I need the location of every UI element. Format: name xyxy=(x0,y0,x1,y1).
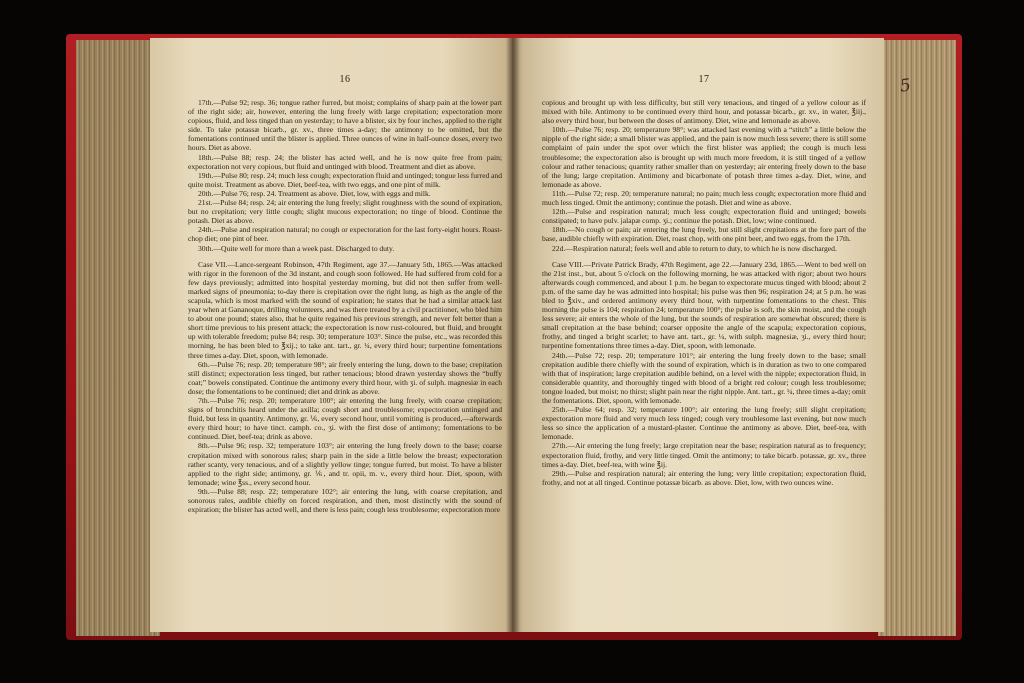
paragraph: 30th.—Quite well for more than a week past. Discharged to duty. xyxy=(198,243,395,253)
page-number: 17 xyxy=(698,74,710,85)
right-page-edges xyxy=(878,40,956,636)
paragraph: 17th.—Pulse 92; resp. 36; tongue rather furred, but moist; complains of sharp pain at the lower part of the right side; air, however, entering the lung freely with large crepitation; expectoration more copious, fluid, and less tinged than on yesterday; to have a blister, six by four inches, applied to the right side. To take potassæ bicarb., gr. xv., three times a-day; the antimony to be omitted, but the fomentations continued until the blister is applied. Three ounces of wine in half-ounce doses, every two hours. Diet as above. xyxy=(188,98,502,153)
paragraph: 21st.—Pulse 84; resp. 24; air entering the lung freely; slight roughness with the sound of expiration, but no crepitation; very little cough; slight mucous expectoration; no tinge of blood. Continue the potash. Diet as above. xyxy=(188,198,502,226)
paragraph: 27th.—Air entering the lung freely; large crepitation near the base; respiration natural as to frequency; expectoration fluid, frothy, and very little tinged. Omit the antimony; to take bicarb. potassæ, gr. xv., three times a-day. Diet, beef-tea, with wine ℥ij. xyxy=(542,441,866,469)
paragraph: 10th.—Pulse 76; resp. 20; temperature 98°; was attacked last evening with a “stitch” a little below the nipple of the right side; a small blister was applied, and the pain is now much less severe; there is still some complaint of pain under the spot over which the first blister was applied; the cough is much less troublesome; the expectoration also is brought up with much more freedom, it is still tinged of a yellow colour and rather tenacious; quantity rather smaller than on yesterday; air entering freely down to the base of the lung; large crepitation. Antimony and bicarbonate of potash three times a-day. Diet, wine, and lemonade as above. xyxy=(542,125,866,189)
paragraph: 29th.—Pulse and respiration natural; air entering the lung; very little crepitation; expectoration fluid, frothy, and not at all tinged. Continue potassæ bicarb. as above. Diet, low, with two ounces wine. xyxy=(542,468,866,487)
left-page-edges xyxy=(76,40,160,636)
paragraph: 24th.—Pulse and respiration natural; no cough or expectoration for the last forty-eight hours. Roast-chop diet; one pint of beer. xyxy=(188,225,502,244)
paragraph: 18th.—No cough or pain; air entering the lung freely, but still slight crepitations at the fore part of the base, audible chiefly with expiration. Diet, roast chop, with one pint beer, and two eggs, from the 17th. xyxy=(542,225,866,244)
paragraph: 9th.—Pulse 88; resp. 22; temperature 102°; air entering the lung, with coarse crepitation, and sonorous rales, audible chiefly on forced respiration, and then, most distinctly with the sound of expiration; the blister has acted well, and there is less pain; cough less troublesome; expectoration more xyxy=(188,486,502,515)
page-number: 16 xyxy=(339,74,351,85)
pencil-margin-mark: 5 xyxy=(898,75,913,97)
paragraph: 20th.—Pulse 76; resp. 24. Treatment as above. Diet, low, with eggs and milk. xyxy=(198,188,431,198)
paragraph: 12th.—Pulse and respiration natural; much less cough; expectoration fluid and untinged; bowels constipated; to have pulv. jalapæ comp. ʒi.; continue the potash. Diet, low; wine continued. xyxy=(542,207,866,226)
paragraph: 7th.—Pulse 76; resp. 20; temperature 100°; air entering the lung freely, with coarse crepitation; signs of bronchitis heard under the axilla; cough short and troublesome; expectoration untinged and fluid, but less in quantity. Antimony, gr. ⅙, every second hour, until vomiting is produced,—afterwards every third hour; to have tinct. camph. co., ʒi. with the first dose of antimony; fomentations to be continued. Diet, beef-tea; drink as above. xyxy=(188,396,502,442)
book-gutter-shadow xyxy=(506,38,520,632)
left-page xyxy=(150,38,516,632)
paragraph: 8th.—Pulse 96; resp. 32; temperature 103°; air entering the lung freely down to the base; coarse crepitation mixed with sonorous rales; sharp pain in the side a little below the breast; expectoration rather scanty, very tenacious, and of a slightly yellow tinge; tongue furred, but moist. To have a blister applied to the right side; antimony, gr. ⅙, and tr. opii, m. v., every third hour. Diet, spoon, with lemonade; wine ℥ss., every second hour. xyxy=(188,441,502,487)
case-heading-paragraph: Case VII.—Lance-sergeant Robinson, 47th Regiment, age 37.—January 5th, 1865.—Was attacked with rigor in the forenoon of the 3d instant, and cough soon followed. He had suffered from cold for a few days previously; admitted into hospital yesterday morning, but did not then suffer from well-marked signs of pneumonia; to-day there is crepitation over the right lung, as high as the angle of the scapula, which is most marked with the sound of expiration; he states that he had a similar attack last year when at Gananoque, drilling volunteers, and was there treated by a civil practitioner, who bled him to about one pound; states also, that he quite regained his previous strength, and never felt better than a short time previous to his present attack; the expectoration is now rust-coloured, but fluid, and brought up with tolerable freedom; pulse 84; resp. 30; temperature 103°. Since the pulse, etc., was recorded this morning, he has been bled to ℥xij.; to take ant. tart., gr. ¼, every third hour; turpentine fomentations three times a-day. Diet, spoon, with lemonade. xyxy=(188,259,502,360)
paragraph: 18th.—Pulse 88; resp. 24; the blister has acted well, and he is now quite free from pain; expectoration not very copious, but fluid and untinged with blood. Treatment and diet as above. xyxy=(188,152,502,171)
paragraph: 25th.—Pulse 64; resp. 32; temperature 100°; air entering the lung freely; still slight crepitation; expectoration more fluid and very much less tinged; cough very troublesome last evening, but now much less so since the application of a mustard-plaster. Continue the antimony as above. Diet, beef-tea, with lemonade. xyxy=(542,405,866,442)
paragraph: 22d.—Respiration natural; feels well and able to return to duty, to which he is now discharged. xyxy=(552,243,837,253)
paragraph: 19th.—Pulse 80; resp. 24; much less cough; expectoration fluid and untinged; tongue less furred and quite moist. Treatment as above. Diet, beef-tea, with two eggs, and one pint of milk. xyxy=(188,170,502,189)
paragraph: copious and brought up with less difficulty, but still very tenacious, and tinged of a yellow colour as if mixed with bile. Antimony to be continued every third hour, and potassæ bicarb., gr. xv., in water, ℥iij., also every third hour, but between the doses of antimony. Diet, wine and lemonade as above. xyxy=(542,98,866,126)
paragraph: 24th.—Pulse 72; resp. 20; temperature 101°; air entering the lung freely down to the base; small crepitation audible there chiefly with the sound of expiration, which is in duration as two to one compared with that of inspiration; large crepitation audible behind, on a level with the nipple; expectoration fluid, in considerable quantity, and thoroughly tinged with blood of a bright red colour; cough less troublesome; tongue loaded, but moist; no thirst; slight pain near the right nipple. Ant. tart., gr. ¼, three times a-day; omit the fomentations. Diet, spoon, with lemonade. xyxy=(542,350,866,405)
paragraph: 11th.—Pulse 72; resp. 20; temperature natural; no pain; much less cough; expectoration more fluid and much less tinged. Omit the antimony; continue the potash. Diet and wine as above. xyxy=(542,188,866,208)
right-page xyxy=(512,38,884,632)
paragraph: 6th.—Pulse 76; resp. 20; temperature 98°; air freely entering the lung, down to the base; crepitation still distinct; expectoration less tinged, but rather tenacious; blood drawn yesterday shows the “buffy coat;” bowels constipated. Continue the antimony every third hour, with ʒi. of sulph. magnesiæ in each dose; the fomentations to be continued; diet and drink as above. xyxy=(188,359,502,396)
case-heading-paragraph: Case VIII.—Private Patrick Brady, 47th Regiment, age 22.—January 23d, 1865.—Went to bed well on the 21st inst., but, about 5 o'clock on the following morning, he was attacked with rigor; about two hours afterwards cough commenced, and about 1 p.m. he began to expectorate mucus tinged with blood; about 2 p.m. of the same day he was admitted into hospital; his pulse was then 96; respiration 24; at 5 p.m. he was bled to ℥xiv., and ordered antimony every third hour, with turpentine fomentations to the chest. This morning the pulse is 104; respiration 24; temperature 100°; the pulse is soft, the skin moist, and the cough less severe; air enters the whole of the lung, but the sounds of respiration are somewhat obscured; there is small crepitation at the base behind; coarser opposite the angle of the scapula; expectoration copious, frothy, and tinged a bright scarlet; to have ant. tart., gr. ¼, with sulph. magnesiæ, ʒi., every third hour; turpentine fomentations three times a-day. Diet, spoon, with lemonade. xyxy=(542,259,866,351)
